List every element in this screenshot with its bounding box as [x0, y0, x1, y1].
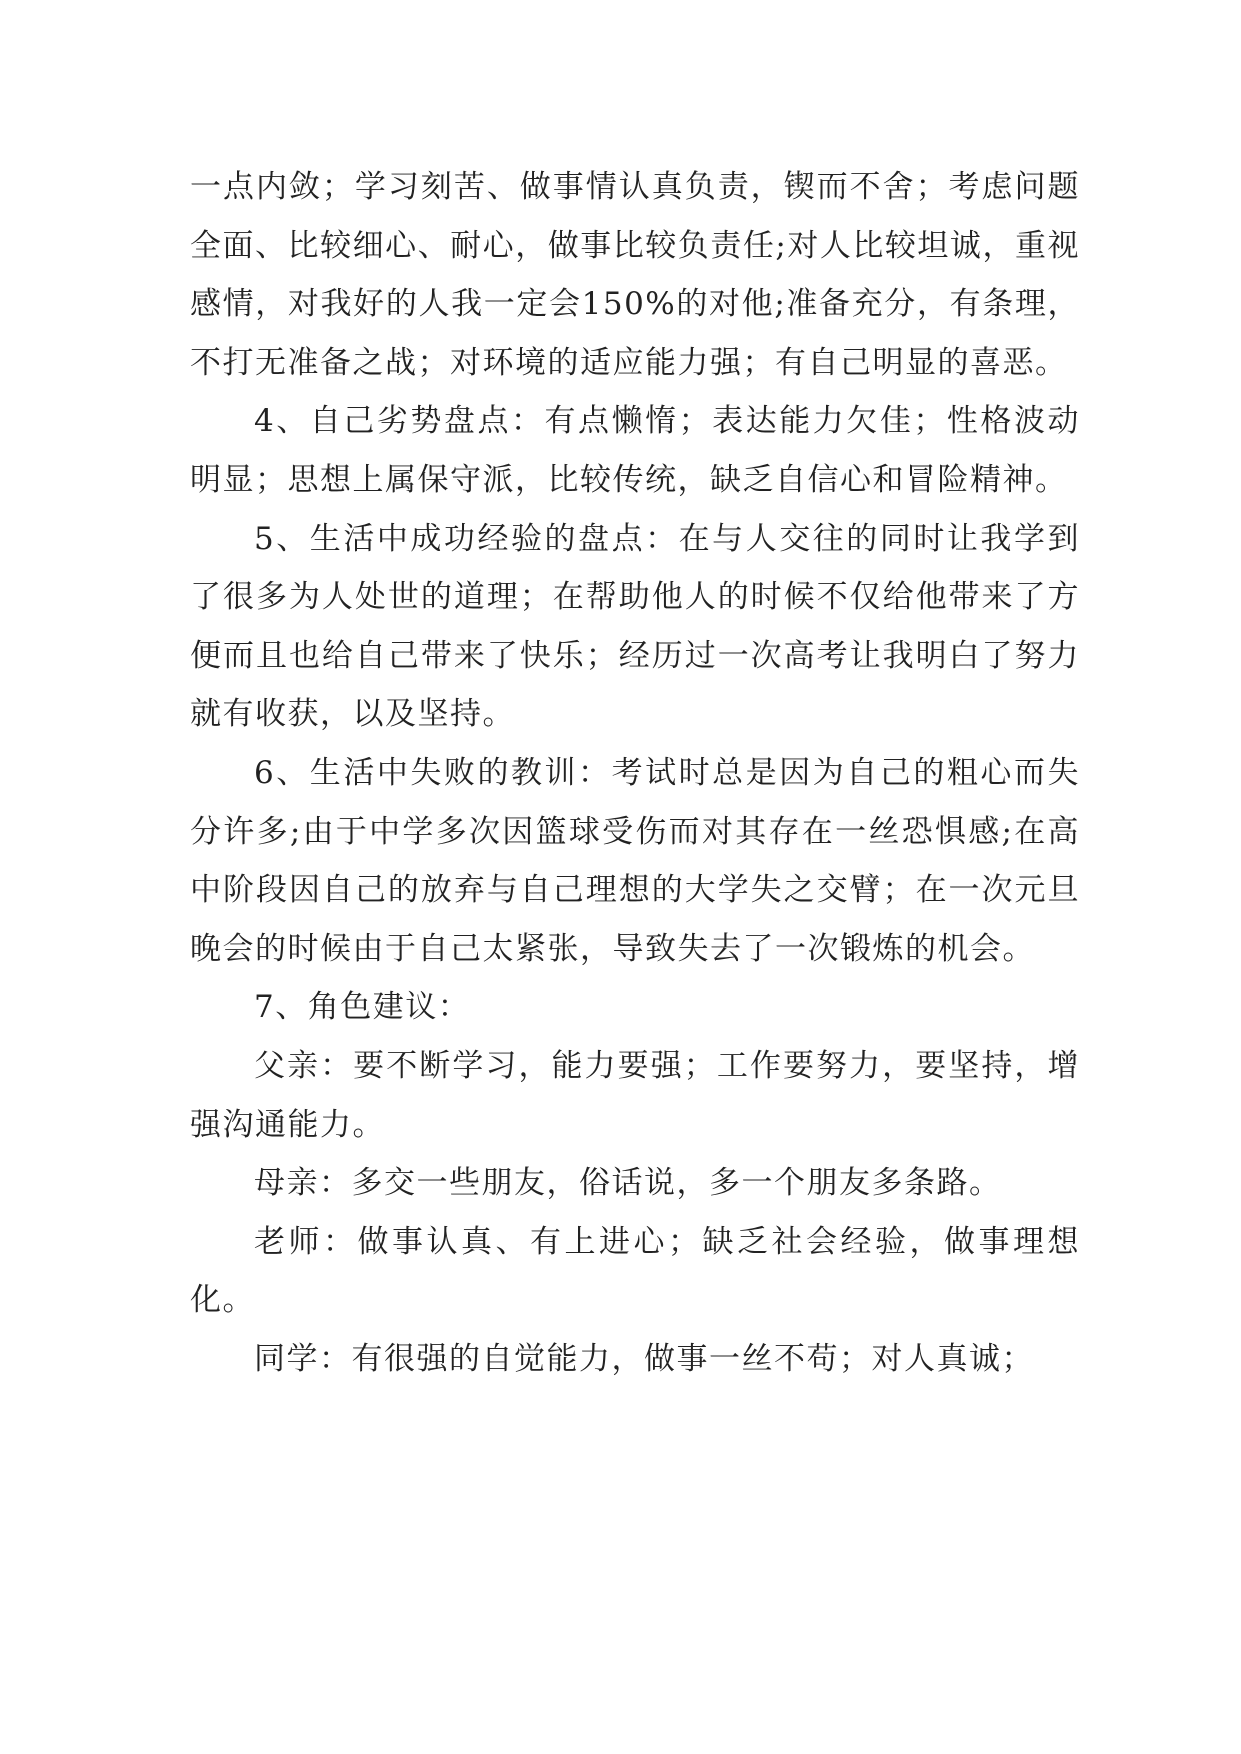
paragraph-success-experience: 5、生活中成功经验的盘点：在与人交往的同时让我学到了很多为人处世的道理；在帮助他人的时候不仅给他带来了方便而且也给自己带来了快乐；经历过一次高考让我明白了努力就有收获，以及坚持。	[190, 520, 1080, 733]
paragraph-failure-lessons: 6、生活中失败的教训：考试时总是因为自己的粗心而失分许多;由于中学多次因篮球受伤而对其存在一丝恐惧感;在高中阶段因自己的放弃与自己理想的大学失之交臂；在一次元旦晚会的时候由于自己太紧张，导致失去了一次锻炼的机会。	[190, 754, 1080, 967]
paragraph-role-suggestions-heading: 7、角色建议：	[254, 989, 471, 1026]
paragraph-strengths-continued: 一点内敛；学习刻苦、做事情认真负责，锲而不舍；考虑问题全面、比较细心、耐心，做事比较负责任;对人比较坦诚，重视感情，对我好的人我一定会150%的对他;准备充分，有条理，不打无准备之战；对环境的适应能力强；有自己明显的喜恶。	[190, 169, 1080, 381]
paragraph-teacher-suggestion: 老师：做事认真、有上进心；缺乏社会经验，做事理想化。	[190, 1223, 1080, 1319]
document-body	[190, 158, 1080, 1388]
paragraph-weaknesses: 4、自己劣势盘点：有点懒惰；表达能力欠佳；性格波动明显；思想上属保守派，比较传统，缺乏自信心和冒险精神。	[190, 403, 1080, 498]
paragraph-mother-suggestion: 母亲：多交一些朋友，俗话说，多一个朋友多条路。	[254, 1165, 1002, 1202]
paragraph-classmate-suggestion: 同学：有很强的自觉能力，做事一丝不苟；对人真诚；	[254, 1340, 1034, 1377]
paragraph-father-suggestion: 父亲：要不断学习，能力要强；工作要努力，要坚持，增强沟通能力。	[190, 1047, 1080, 1143]
